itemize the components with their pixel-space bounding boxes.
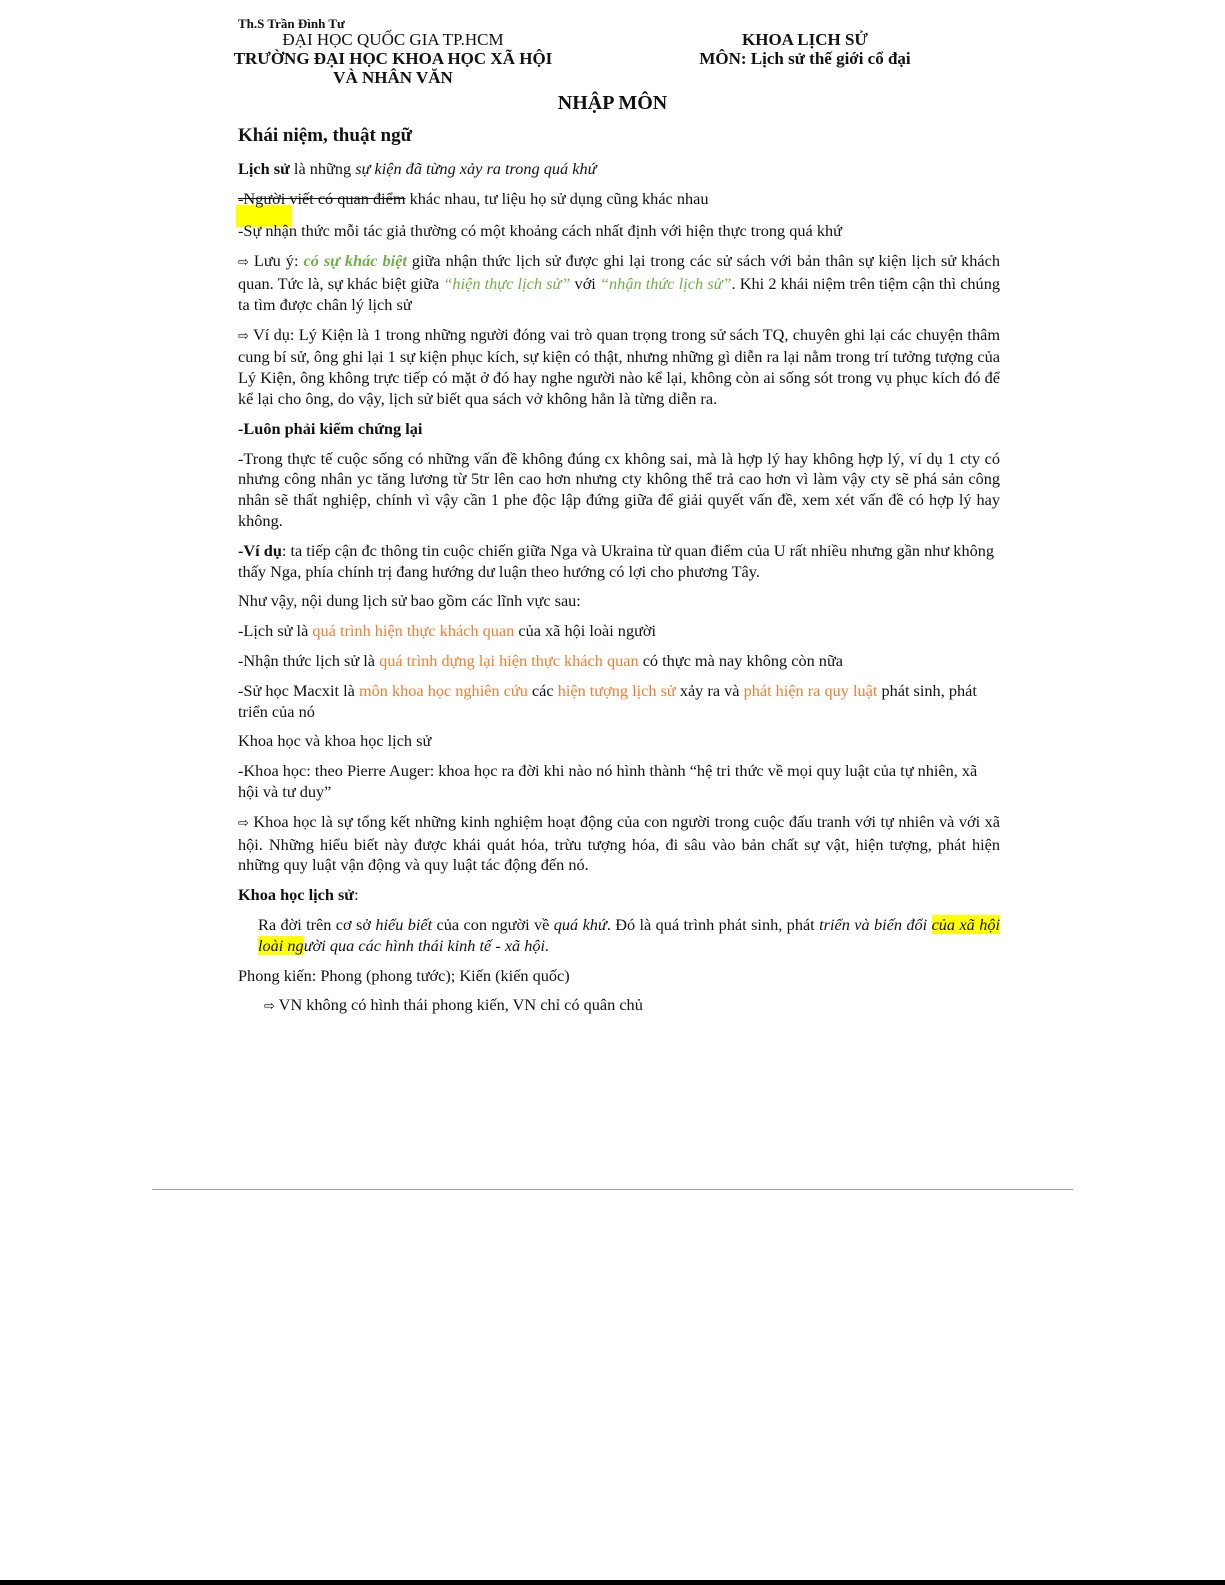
- school-name-cont: VÀ NHÂN VĂN: [333, 68, 453, 87]
- green-quote-2: “nhận thức lịch sử”: [599, 273, 732, 293]
- highlighted-text: của xã hội loài ng: [258, 914, 1000, 955]
- paragraph-summary: [238, 591, 1000, 612]
- text: -Nhận thức lịch sử là: [238, 650, 380, 670]
- italic-text: ười qua các hình thái kinh tế - xã hội.: [303, 935, 550, 955]
- italic-text: hiểu biết: [375, 914, 433, 934]
- header-left: [218, 30, 568, 87]
- paragraph-reality: [238, 449, 1000, 532]
- bold-text: -Ví dụ: [238, 540, 282, 560]
- school-name: TRƯỜNG ĐẠI HỌC KHOA HỌC XÃ HỘI: [233, 49, 553, 68]
- text: -Sử học Macxit là: [238, 680, 359, 700]
- paragraph-definition: [238, 159, 1000, 180]
- paragraph-perception-is: [238, 651, 1000, 672]
- orange-text: môn khoa học nghiên cứu: [358, 680, 528, 700]
- text: với: [570, 273, 600, 293]
- arrow-right-icon: ⇨: [264, 999, 275, 1015]
- green-bold-text: có sự khác biệt: [303, 251, 407, 271]
- faculty-name: KHOA LỊCH SỬ: [742, 30, 868, 49]
- text: là những: [289, 158, 356, 178]
- orange-text: quá trình dựng lại hiện thực khách quan: [379, 650, 639, 670]
- arrow-right-icon: ⇨: [238, 328, 249, 344]
- paragraph-origin: [238, 915, 1000, 957]
- text: Khoa học là sự tổng kết những kinh nghiệm hoạt động của con người trong cuộc đấu tranh với tự nhiên và với xã hội. Những hiểu biết này được khái quát hóa, trừu tượng hóa, đi sâu vào bản chất sự vật, hiện tượng, phát hiện những quy luật vận động và quy luật tác động đến nó.: [238, 811, 1000, 875]
- text: của con người về: [432, 914, 554, 934]
- text: -Sự nhận thức mỗi tác giả thường có một khoảng cách nhất định với hiện thực trong quá khứ: [238, 221, 842, 241]
- text: -Lịch sử là: [238, 621, 313, 641]
- section-heading: Khái niệm, thuật ngữ: [238, 125, 412, 146]
- paragraph-science-def: [238, 761, 1000, 803]
- paragraph-feudal: [238, 966, 1000, 987]
- green-quote-1: “hiện thực lịch sử”: [443, 273, 571, 293]
- page-divider: [152, 1189, 1073, 1190]
- text-italic: sự kiện đã từng xảy ra trong quá khứ: [355, 158, 597, 178]
- paragraph-marxist: [238, 681, 1000, 723]
- paragraph-history-is: [238, 621, 1000, 642]
- bold-text: -Luôn phải kiểm chứng lại: [238, 418, 423, 438]
- text: -Trong thực tế cuộc sống có những vấn đề không đúng cx không sai, mà là hợp lý hay không hợp lý, ví dụ 1 cty có nhưng công nhân yc tăng lương từ 5tr lên cao hơn nhưng cty không thể trả cao hơn vì làm vậy cty sẽ phá sản công nhân sẽ thất nghiệp, chính vì vậy cần 1 phe độc lập đứng giữa để giải quyết vấn đề, xem xét vấn đề có hợp lý hay không.: [238, 448, 1000, 530]
- text: Lưu ý:: [248, 251, 304, 271]
- arrow-right-icon: ⇨: [238, 255, 249, 271]
- orange-text: phát hiện ra quy luật: [743, 680, 878, 700]
- paragraph-perception: [238, 221, 1000, 242]
- bold-text: Khoa học lịch sử: [238, 885, 355, 905]
- text: Ví dụ: Lý Kiện là 1 trong những người đóng vai trò quan trọng trong sử sách TQ, chuyên ghi lại các chuyện thâm cung bí sử, ông ghi lại 1 sự kiện phục kích, sự kiện có thật, nhưng những gì diễn ra lại nằm trong trí tưởng tượng của Lý Kiện, ông không trực tiếp có mặt ở đó hay nghe người nào kể lại, không còn ai sống sót trong vụ phục kích đó để kể lại cho ông, do vậy, lịch sử biết qua sách vở không hẳn là từng diễn ra.: [238, 324, 1000, 408]
- text: phát sinh, phát triển của nó: [238, 680, 977, 721]
- header-right: [690, 30, 920, 68]
- paragraph-science-heading: [238, 731, 1000, 752]
- paragraph-vn: [238, 995, 1000, 1018]
- text: Ra đời trên cơ sở: [258, 914, 376, 934]
- document-body: [238, 126, 1000, 1027]
- orange-text: quá trình hiện thực khách quan: [312, 621, 515, 641]
- text: có thực mà nay không còn nữa: [638, 650, 843, 670]
- text: . Khi 2 khái niệm trên tiệm cận thì chúng ta tìm được chân lý lịch sử: [238, 273, 1000, 314]
- paragraph-history-science: [238, 885, 1000, 906]
- paragraph-author-viewpoint: [238, 189, 1000, 210]
- term-bold: Lịch sử: [238, 158, 290, 178]
- paragraph-science-summary: [238, 812, 1000, 876]
- text: Phong kiến: Phong (phong tước); Kiến (kiến quốc): [238, 965, 570, 985]
- text: của xã hội loài người: [514, 621, 657, 641]
- paragraph-note: [238, 251, 1000, 315]
- text: Như vậy, nội dung lịch sử bao gồm các lĩnh vực sau:: [238, 591, 581, 611]
- bottom-edge-bar: [0, 1580, 1225, 1585]
- text: xảy ra và: [675, 680, 744, 700]
- arrow-right-icon: ⇨: [238, 815, 249, 831]
- text: Khoa học và khoa học lịch sử: [238, 731, 432, 751]
- italic-text: triển và biến đổi: [819, 914, 932, 934]
- text: VN không có hình thái phong kiến, VN chỉ có quân chủ: [274, 995, 643, 1015]
- university-name: ĐẠI HỌC QUỐC GIA TP.HCM: [282, 30, 504, 49]
- text: . Đó là quá trình phát sinh, phát: [606, 914, 820, 934]
- text: : ta tiếp cận đc thông tin cuộc chiến giữa Nga và Ukraina từ quan điểm của U rất nhiều nhưng gần như không thấy Nga, phía chính trị đang hướng dư luận theo hướng có lợi cho phương Tây.: [238, 540, 995, 581]
- text: các: [527, 680, 558, 700]
- text: -Khoa học: theo Pierre Auger: khoa học ra đời khi nào nó hình thành “hệ tri thức về mọi quy luật của tự nhiên, xã hội và tư duy”: [238, 761, 978, 801]
- text: giữa nhận thức lịch sử được ghi lại trong các sử sách với bản thân sự kiện lịch sử khách quan. Tức là, sự khác biệt giữa: [238, 251, 1000, 293]
- course-name: MÔN: Lịch sử thế giới cổ đại: [699, 49, 911, 68]
- strikethrough-text: -Người viết có quan điểm: [238, 188, 406, 208]
- paragraph-example-2: [238, 541, 1000, 583]
- text: khác nhau, tư liệu họ sử dụng cũng khác nhau: [405, 188, 709, 208]
- italic-text: quá khứ: [553, 914, 607, 934]
- text: :: [354, 885, 359, 905]
- orange-text: hiện tượng lịch sử: [557, 680, 676, 700]
- paragraph-verify: [238, 419, 1000, 440]
- page-title: NHẬP MÔN: [557, 92, 668, 114]
- author-name: Th.S Trần Đình Tư: [238, 16, 345, 31]
- paragraph-example: [238, 325, 1000, 410]
